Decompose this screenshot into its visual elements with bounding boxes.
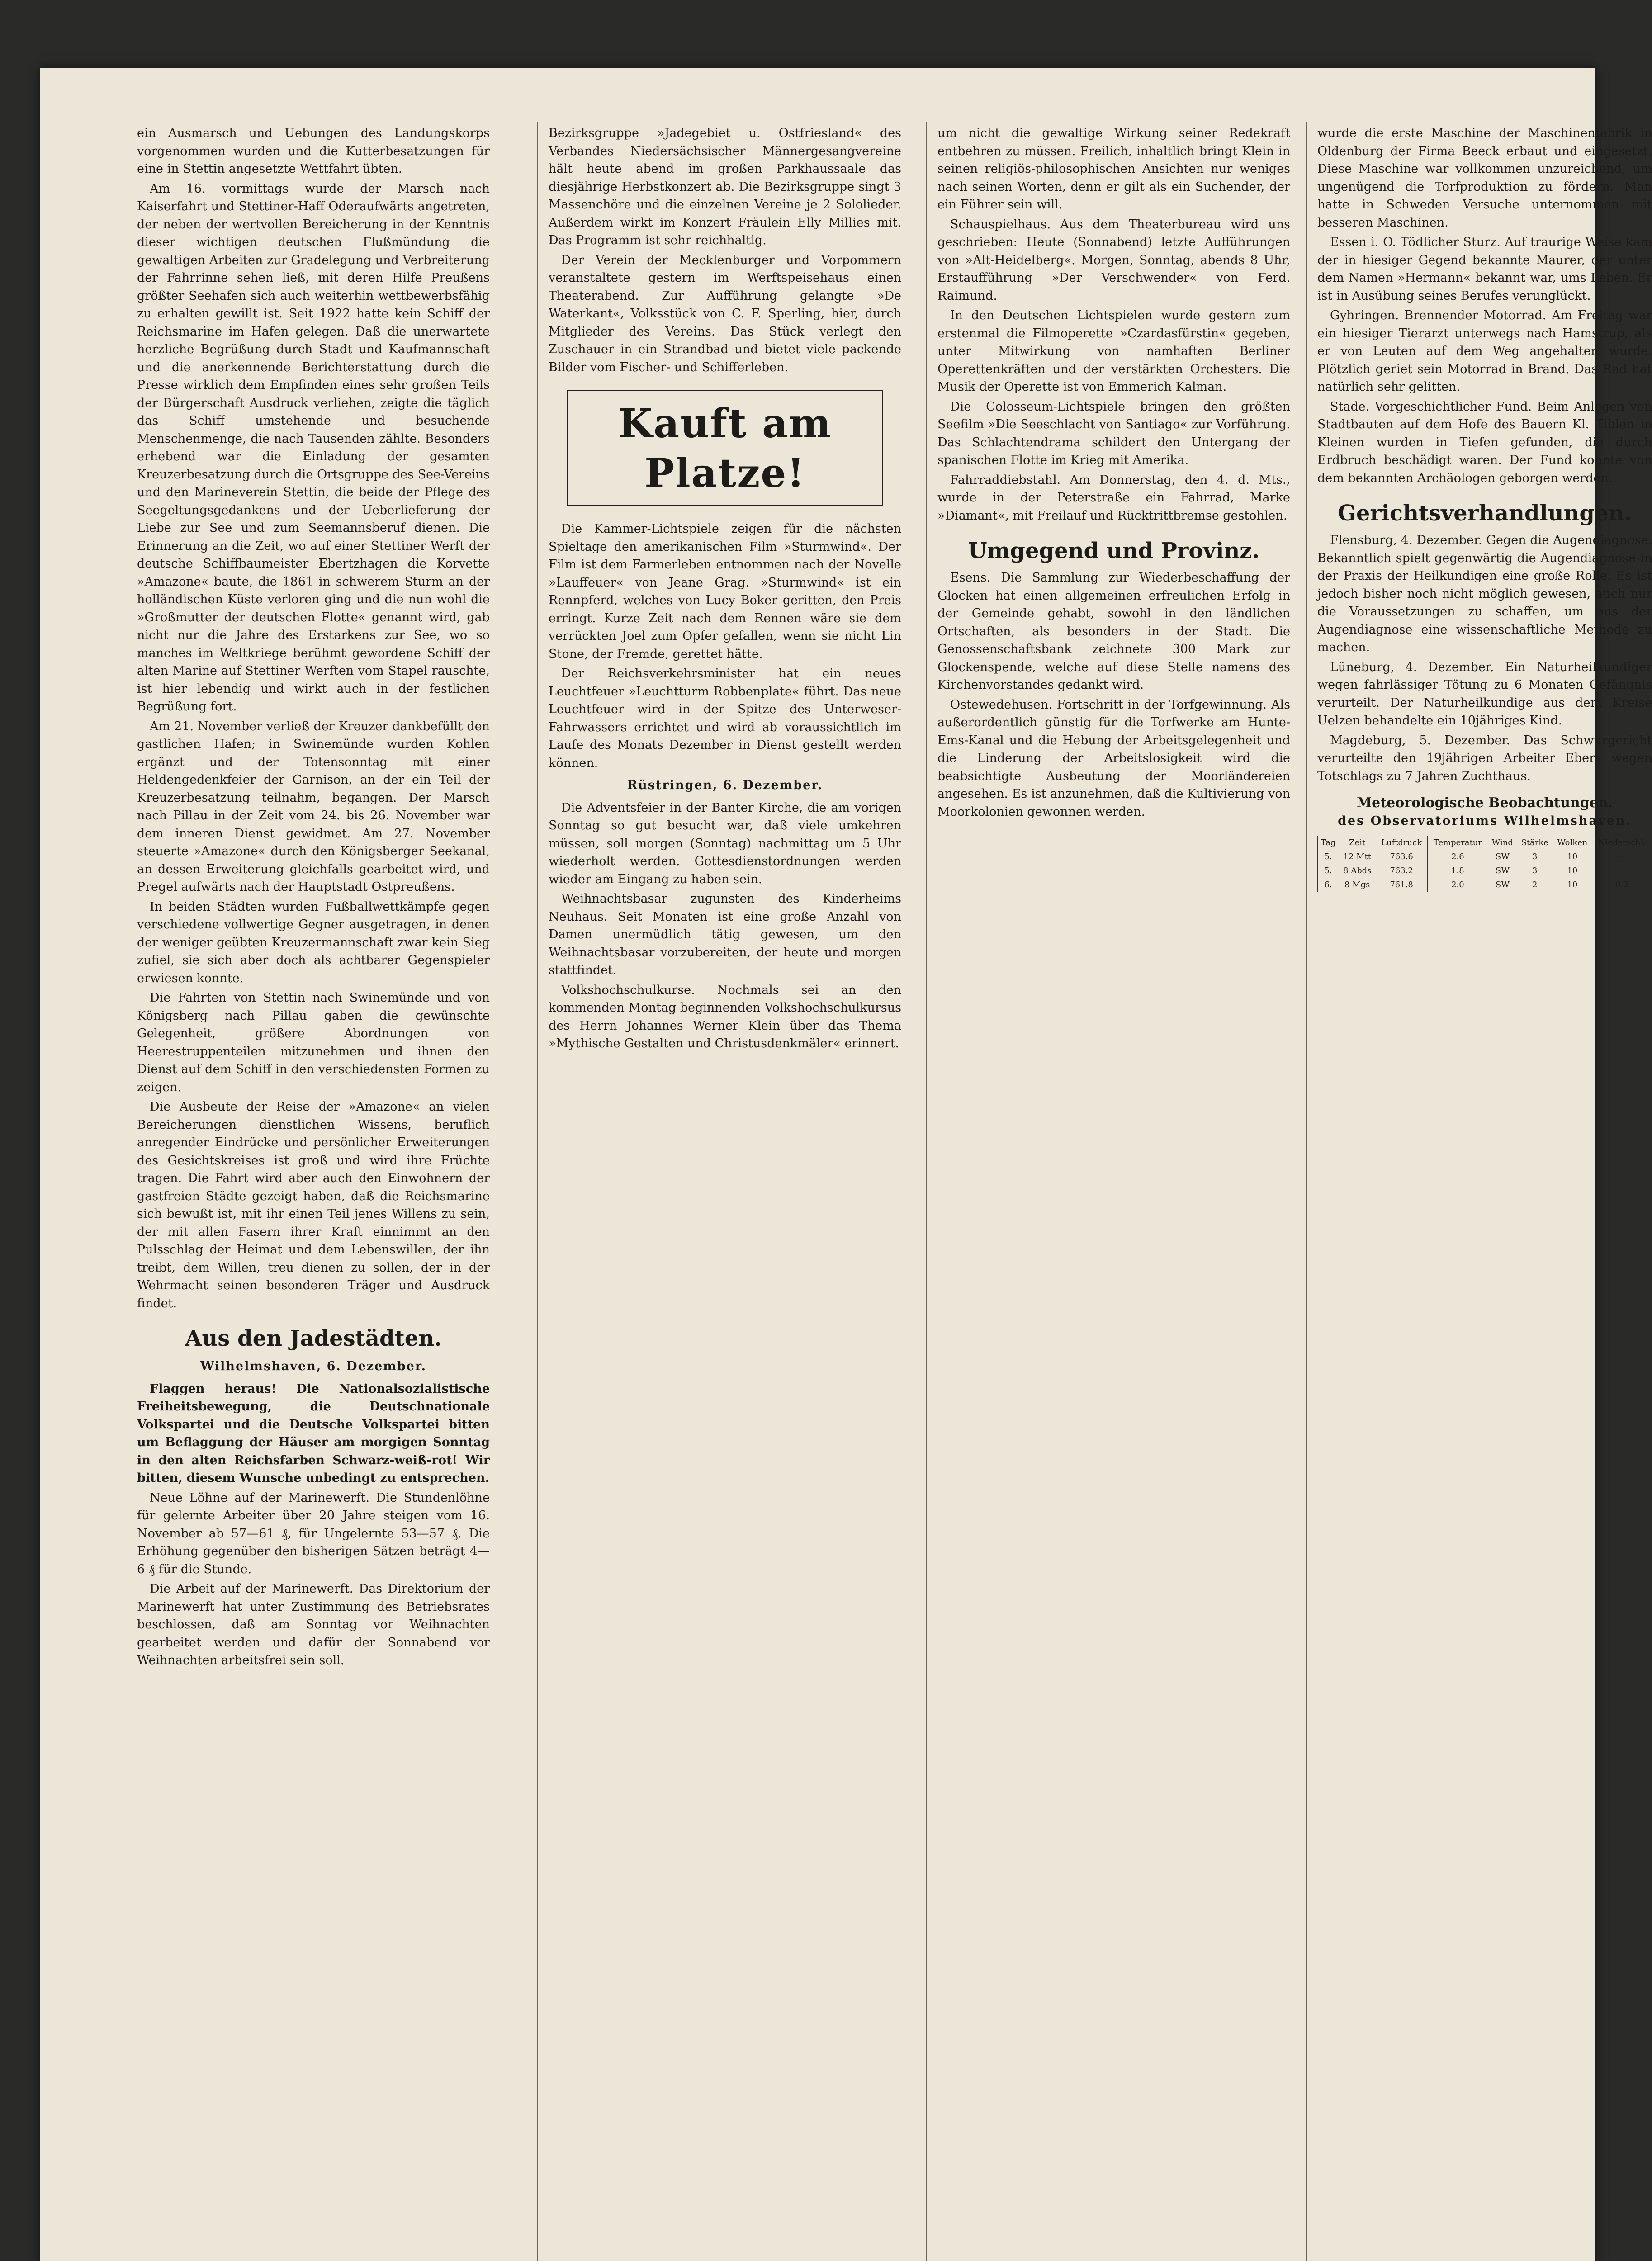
weather-cell: 3 [1517,850,1553,864]
weather-header-cell: Wind [1488,836,1517,850]
article-paragraph: Magdeburg, 5. Dezember. Das Schwurgericht verurteilte den 19jährigen Arbeiter Ebers wegen Totschlags zu 7 Jahren Zuchthaus. [1317,733,1652,783]
weather-cell: — [1592,850,1652,864]
weather-header-cell: Luftdruck [1376,836,1427,850]
weather-cell: 6. [1318,878,1339,892]
article-paragraph: Die Arbeit auf der Marinewerft. Das Direktorium der Marinewerft hat unter Zustimmung des Betriebsrates beschlossen, daß am Sonntag vor Weihnachten gearbeitet werden und dafür der Sonnabend vor Weihnachten arbeitsfrei sein soll. [137,1582,490,1667]
weather-cell: 2.0 [1427,878,1488,892]
section-heading: Gerichtsverhandlungen. [1337,501,1632,526]
column-rule [926,122,927,2261]
weather-header-cell: Stärke [1517,836,1553,850]
weather-cell: 8 Mgs [1339,878,1376,892]
weather-cell: 763.6 [1376,850,1427,864]
weather-table-subtitle: des Observatoriums Wilhelmshaven. [1338,814,1632,828]
column-3 [937,124,1290,2261]
weather-header-cell: Zeit [1339,836,1376,850]
weather-header-cell: Niederschl. [1592,836,1652,850]
weather-cell: 0.2 [1592,878,1652,892]
weather-header-cell: Wolken [1553,836,1592,850]
weather-cell: 1.8 [1427,864,1488,878]
weather-table-header [1318,836,1652,850]
article-paragraph: Die Adventsfeier in der Banter Kirche, die am vorigen Sonntag so gut besucht war, daß viele umkehren müssen, soll morgen (Sonntag) nachmittag um 5 Uhr wiederholt werden. Gottesdienstordnungen werden wieder am Eingang zu haben sein. [549,800,901,886]
dateline: Rüstringen, 6. Dezember. [627,778,823,792]
weather-cell: — [1592,864,1652,878]
weather-header-cell: Tag [1318,836,1339,850]
article-paragraph: Gyhringen. Brennender Motorrad. Am Freitag war ein hiesiger Tierarzt unterwegs nach Hamstrup, als er von Leuten auf dem Weg angehalten wurde. Plötzlich geriet sein Motorrad in Brand. Das Rad hat natürlich sehr gelitten. [1317,308,1652,394]
article-paragraph: Die Ausbeute der Reise der »Amazone« an vielen Bereicherungen dienstlichen Wissens, beruflich anregender Eindrücke und persönlicher Erweiterungen des Gesichtskreises ist groß und wird ihre Früchte tragen. Die Fahrt wird aber auch den Einwohnern der gastfreien Städte gezeigt haben, daß die Reichsmarine sich bewußt ist, mit ihr einen Teil jenes Willens zu sein, der mit allen Fasern ihrer Kraft einnimmt an den Pulsschlag der Heimat und dem Lebenswillen, der ihn treibt, dem Willen, treu dienen zu sollen, der in der Wehrmacht seinen besonderen Träger und Ausdruck findet. [137,1100,490,1310]
weather-cell: 5. [1318,864,1339,878]
article-paragraph: Lüneburg, 4. Dezember. Ein Naturheilkundiger wegen fahrlässiger Tötung zu 6 Monaten Gefängnis verurteilt. Der Naturheilkundige aus dem Kreise Uelzen behandelte ein 10jähriges Kind. [1317,660,1652,728]
article-paragraph: ein Ausmarsch und Uebungen des Landungskorps vorgenommen wurden und die Kutterbesatzungen für eine in Stettin angesetzte Wettfahrt übten. [137,126,490,176]
article-paragraph: Schauspielhaus. Aus dem Theaterbureau wird uns geschrieben: Heute (Sonnabend) letzte Aufführungen von »Alt-Heidelberg«. Morgen, Sonntag, abends 8 Uhr, Erstaufführung »Der Verschwender« von Ferd. Raimund. [937,217,1290,303]
weather-cell: 2 [1517,878,1553,892]
article-paragraph: Die Kammer-Lichtspiele zeigen für die nächsten Spieltage den amerikanischen Film »Sturmwind«. Der Film ist dem Farmerleben entnommen nach der Novelle »Lauffeuer« von Jeane Grag. »Sturmwind« ist ein Rennpferd, welches von Lucy Boker geritten, den Preis erringt. Kurze Zeit nach dem Rennen wäre sie dem verrückten Joel zum Opfer gefallen, wenn sie nicht Lin Stone, der Fremde, gerettet hätte. [549,522,901,661]
weather-cell: SW [1488,878,1517,892]
article-paragraph: Der Verein der Mecklenburger und Vorpommern veranstaltete gestern im Werftspeisehaus einen Theaterabend. Zur Aufführung gelangte »De Waterkant«, Volksstück von C. F. Sperling, hier, durch Mitglieder des Vereins. Das Stück verlegt den Zuschauer in ein Strandbad und bietet viele packende Bilder vom Fischer- und Schifferleben. [549,253,901,374]
article-paragraph: Ostewedehusen. Fortschritt in der Torfgewinnung. Als außerordentlich günstig für die Torfwerke am Hunte-Ems-Kanal und die Hebung der Arbeitsgelegenheit und die Linderung der Arbeitslosigkeit wird die beabsichtigte Ausbeutung der Moorländereien angesehen. Es ist anzunehmen, daß die Kultivierung von Moorkolonien gewonnen werden. [937,697,1290,819]
article-paragraph: Die Fahrten von Stettin nach Swinemünde und von Königsberg nach Pillau gaben die gewünschte Gelegenheit, größere Abordnungen von Heerestruppenteilen mitzunehmen und ihnen den Dienst auf dem Schiff in den verschiedensten Formen zu zeigen. [137,991,490,1094]
dateline: Wilhelmshaven, 6. Dezember. [200,1359,427,1373]
column-rule [537,122,538,2261]
table-row [1318,850,1652,864]
article-paragraph: Flensburg, 4. Dezember. Gegen die Augendiagnose. Bekanntlich spielt gegenwärtig die Augendiagnose in der Praxis der Heilkundigen eine große Rolle. Es ist jedoch bisher noch nicht möglich gewesen, auch nur die Voraussetzungen zu schaffen, um aus der Augendiagnose eine wissenschaftliche Methode zu machen. [1317,533,1652,654]
article-paragraph: um nicht die gewaltige Wirkung seiner Redekraft entbehren zu müssen. Freilich, inhaltlich bringt Klein in seinen religiös-philosophischen Ansichten nur weniges nach seinen Worten, denn er gilt als ein Suchender, der ein Führer sein will. [937,126,1290,212]
weather-cell: 3 [1517,864,1553,878]
newspaper-page [40,68,1652,2261]
weather-cell: 763.2 [1376,864,1427,878]
weather-table-title: Meteorologische Beobachtungen. [1356,795,1613,811]
article-paragraph: Volkshochschulkurse. Nochmals sei an den kommenden Montag beginnenden Volkshochschulkursus des Herrn Johannes Werner Klein über das Thema »Mythische Gestalten und Christusdenkmäler« erinnert. [549,983,901,1050]
weather-cell: SW [1488,850,1517,864]
article-paragraph: Neue Löhne auf der Marinewerft. Die Stundenlöhne für gelernte Arbeiter über 20 Jahre steigen vom 16. November ab 57—61 ₰, für Ungelernte 53—57 ₰. Die Erhöhung gegenüber den bisherigen Sätzen beträgt 4—6 ₰ für die Stunde. [137,1490,490,1576]
column-1 [137,124,490,2261]
article-paragraph: wurde die erste Maschine der Maschinenfabrik in Oldenburg der Firma Beeck erbaut und eingesetzt. Diese Maschine war vollkommen unzureichend, um ungenügend die Torfproduktion zu fördern. Man hatte in Schweden Versuche unternommen mit besseren Maschinen. [1317,126,1652,230]
article-paragraph: Weihnachtsbasar zugunsten des Kinderheims Neuhaus. Seit Monaten ist eine große Anzahl von Damen unermüdlich tätig gewesen, um den Weihnachtsbasar vorzubereiten, der heute und morgen stattfindet. [549,892,901,977]
weather-table-body [1318,850,1652,892]
weather-table [1317,836,1652,892]
section-heading: Umgegend und Provinz. [968,538,1260,563]
weather-cell: SW [1488,864,1517,878]
article-paragraph: Stade. Vorgeschichtlicher Fund. Beim Anlegen von Stadtbauten auf dem Hofe des Bauern Kl. Tiblen in Kleinen wurden in Tiefen gefunden, die durch Erdbruch beschädigt waren. Der Fund konnte von dem bekannten Archäologen geborgen werden. [1317,399,1652,485]
column-rule [1306,122,1307,2261]
article-paragraph: Die Colosseum-Lichtspiele bringen den größten Seefilm »Die Seeschlacht von Santiago« zur Vorführung. Das Schlachtendrama schildert den Untergang der spanischen Flotte im Krieg mit Amerika. [937,399,1290,467]
weather-cell: 10 [1553,864,1592,878]
weather-cell: 2.6 [1427,850,1488,864]
weather-header-cell: Temperatur [1427,836,1488,850]
weather-cell: 761.8 [1376,878,1427,892]
article-paragraph: Flaggen heraus! Die Nationalsozialistische Freiheitsbewegung, die Deutschnationale Volkspartei und die Deutsche Volkspartei bitten um Beflaggung der Häuser am morgigen Sonntag in den alten Reichsfarben Schwarz-weiß-rot! Wir bitten, diesem Wunsche unbedingt zu entsprechen. [137,1381,490,1485]
table-row [1318,864,1652,878]
article-paragraph: Der Reichsverkehrsminister hat ein neues Leuchtfeuer »Leuchtturm Robbenplate« führt. Das neue Leuchtfeuer wird in der Spitze des Unterweser-Fahrwassers errichtet und wird ab voraussichtlich im Laufe des Monats Dezember in Dienst gestellt werden können. [549,667,901,770]
weather-cell: 10 [1553,878,1592,892]
column-4 [1317,124,1652,2261]
article-paragraph: In beiden Städten wurden Fußballwettkämpfe gegen verschiedene vollwertige Gegner ausgetragen, in denen der weniger geübten Kreuzermannschaft zwar kein Sieg zufiel, sie sich aber doch als achtbarer Gegenspieler erwiesen konnte. [137,899,490,985]
article-paragraph: Am 21. November verließ der Kreuzer dankbefüllt den gastlichen Hafen; in Swinemünde wurden Kohlen ergänzt und der Totensonntag mit einer Heldengedenkfeier der Garnison, an der ein Teil der Kreuzerbesatzung teilnahm, begangen. Der Marsch nach Pillau in der Zeit vom 24. bis 26. November war dem inneren Dienst gewidmet. Am 27. November steuerte »Amazone« durch den Königsberger Seekanal, an dessen Erweiterung gleichfalls gearbeitet wird, und Pregel aufwärts nach der Hauptstadt Ostpreußens. [137,719,490,894]
column-2 [549,124,901,2261]
weather-cell: 5. [1318,850,1339,864]
article-paragraph: Am 16. vormittags wurde der Marsch nach Kaiserfahrt und Stettiner-Haff Oderaufwärts angetreten, der neben der wertvollen Bereicherung in der Kenntnis dieser wichtigen deutschen Flußmündung die gewaltigen Arbeiten zur Gradelegung und Verbreiterung der Fahrrinne sehen ließ, mit deren Hilfe Preußens größter Seehafen sich auch weiterhin wettbewerbsfähig zu erhalten gewillt ist. Seit 1922 hatte kein Schiff der Reichsmarine im Hafen gelegen. Daß die unerwartete herzliche Begrüßung durch Stadt und Kaufmannschaft und die anerkennende Berichterstattung durch die Presse wirklich dem Empfinden eines sehr großen Teils der Bürgerschaft Ausdruck verliehen, zeigte die täglich das Schiff umstehende und besuchende Menschenmenge, die nach Tausenden zählte. Besonders erhebend war die Einladung der gesamten Kreuzerbesatzung durch die Ortsgruppe des See-Vereins und den Marineverein Stettin, die beide der Pflege des Seegeltungsgedankens und der Ueberlieferung der Liebe zur See und zum Seemannsberuf dienen. Die Erinnerung an die Zeit, wo auf einer Stettiner Werft der deutsche Schiffbaumeister Ebertzhagen die Korvette »Amazone« baute, die 1861 in schwerem Sturm an der holländischen Küste verloren ging und die nun wohl die »Großmutter der deutschen Flotte« genannt wird, gab nicht nur die Jahre des Erstarkens zur See, wo so manches im Weltkriege berühmt gewordene Schiff der alten Marine auf Stettiner Werften vom Stapel rauschte, ist hier lebendig und wirkt auch in der festlichen Begrüßung fort. [137,181,490,714]
weather-cell: 8 Abds [1339,864,1376,878]
article-paragraph: Essen i. O. Tödlicher Sturz. Auf traurige Weise kam der in hiesiger Gegend bekannte Maurer, der unter dem Namen »Hermann« bekannt war, ums Leben. Er ist in Ausübung seines Berufes verunglückt. [1317,235,1652,303]
article-paragraph: Esens. Die Sammlung zur Wiederbeschaffung der Glocken hat einen allgemeinen erfreulichen Erfolg in der Gemeinde gehabt, sowohl in den ländlichen Ortschaften, als besonders in der Stadt. Die Genossenschaftsbank zeichnete 300 Mark zur Glockenspende, welche auf diese Stelle namens des Kirchenvorstandes gedankt wird. [937,571,1290,692]
article-paragraph: Bezirksgruppe »Jadegebiet u. Ostfriesland« des Verbandes Niedersächsischer Männergesangvereine hält heute abend im großen Parkhaussaale das diesjährige Herbstkonzert ab. Die Bezirksgruppe singt 3 Massenchöre und die einzelnen Vereine je 2 Sololieder. Außerdem wirkt im Konzert Fräulein Elly Millies mit. Das Programm ist sehr reichhaltig. [549,126,901,247]
advertisement-banner: Kauft am Platze! [567,390,883,506]
weather-cell: 10 [1553,850,1592,864]
section-heading: Aus den Jadestädten. [185,1326,442,1351]
article-paragraph: Fahrraddiebstahl. Am Donnerstag, den 4. d. Mts., wurde in der Peterstraße ein Fahrrad, Marke »Diamant«, mit Freilauf und Rücktrittbremse gestohlen. [937,473,1290,523]
weather-cell: 12 Mtt [1339,850,1376,864]
table-row [1318,878,1652,892]
article-paragraph: In den Deutschen Lichtspielen wurde gestern zum erstenmal die Filmoperette »Czardasfürstin« gegeben, unter Mitwirkung von namhaften Berliner Operettenkräften und der verstärkten Orchesters. Die Musik der Operette ist von Emmerich Kalman. [937,308,1290,394]
